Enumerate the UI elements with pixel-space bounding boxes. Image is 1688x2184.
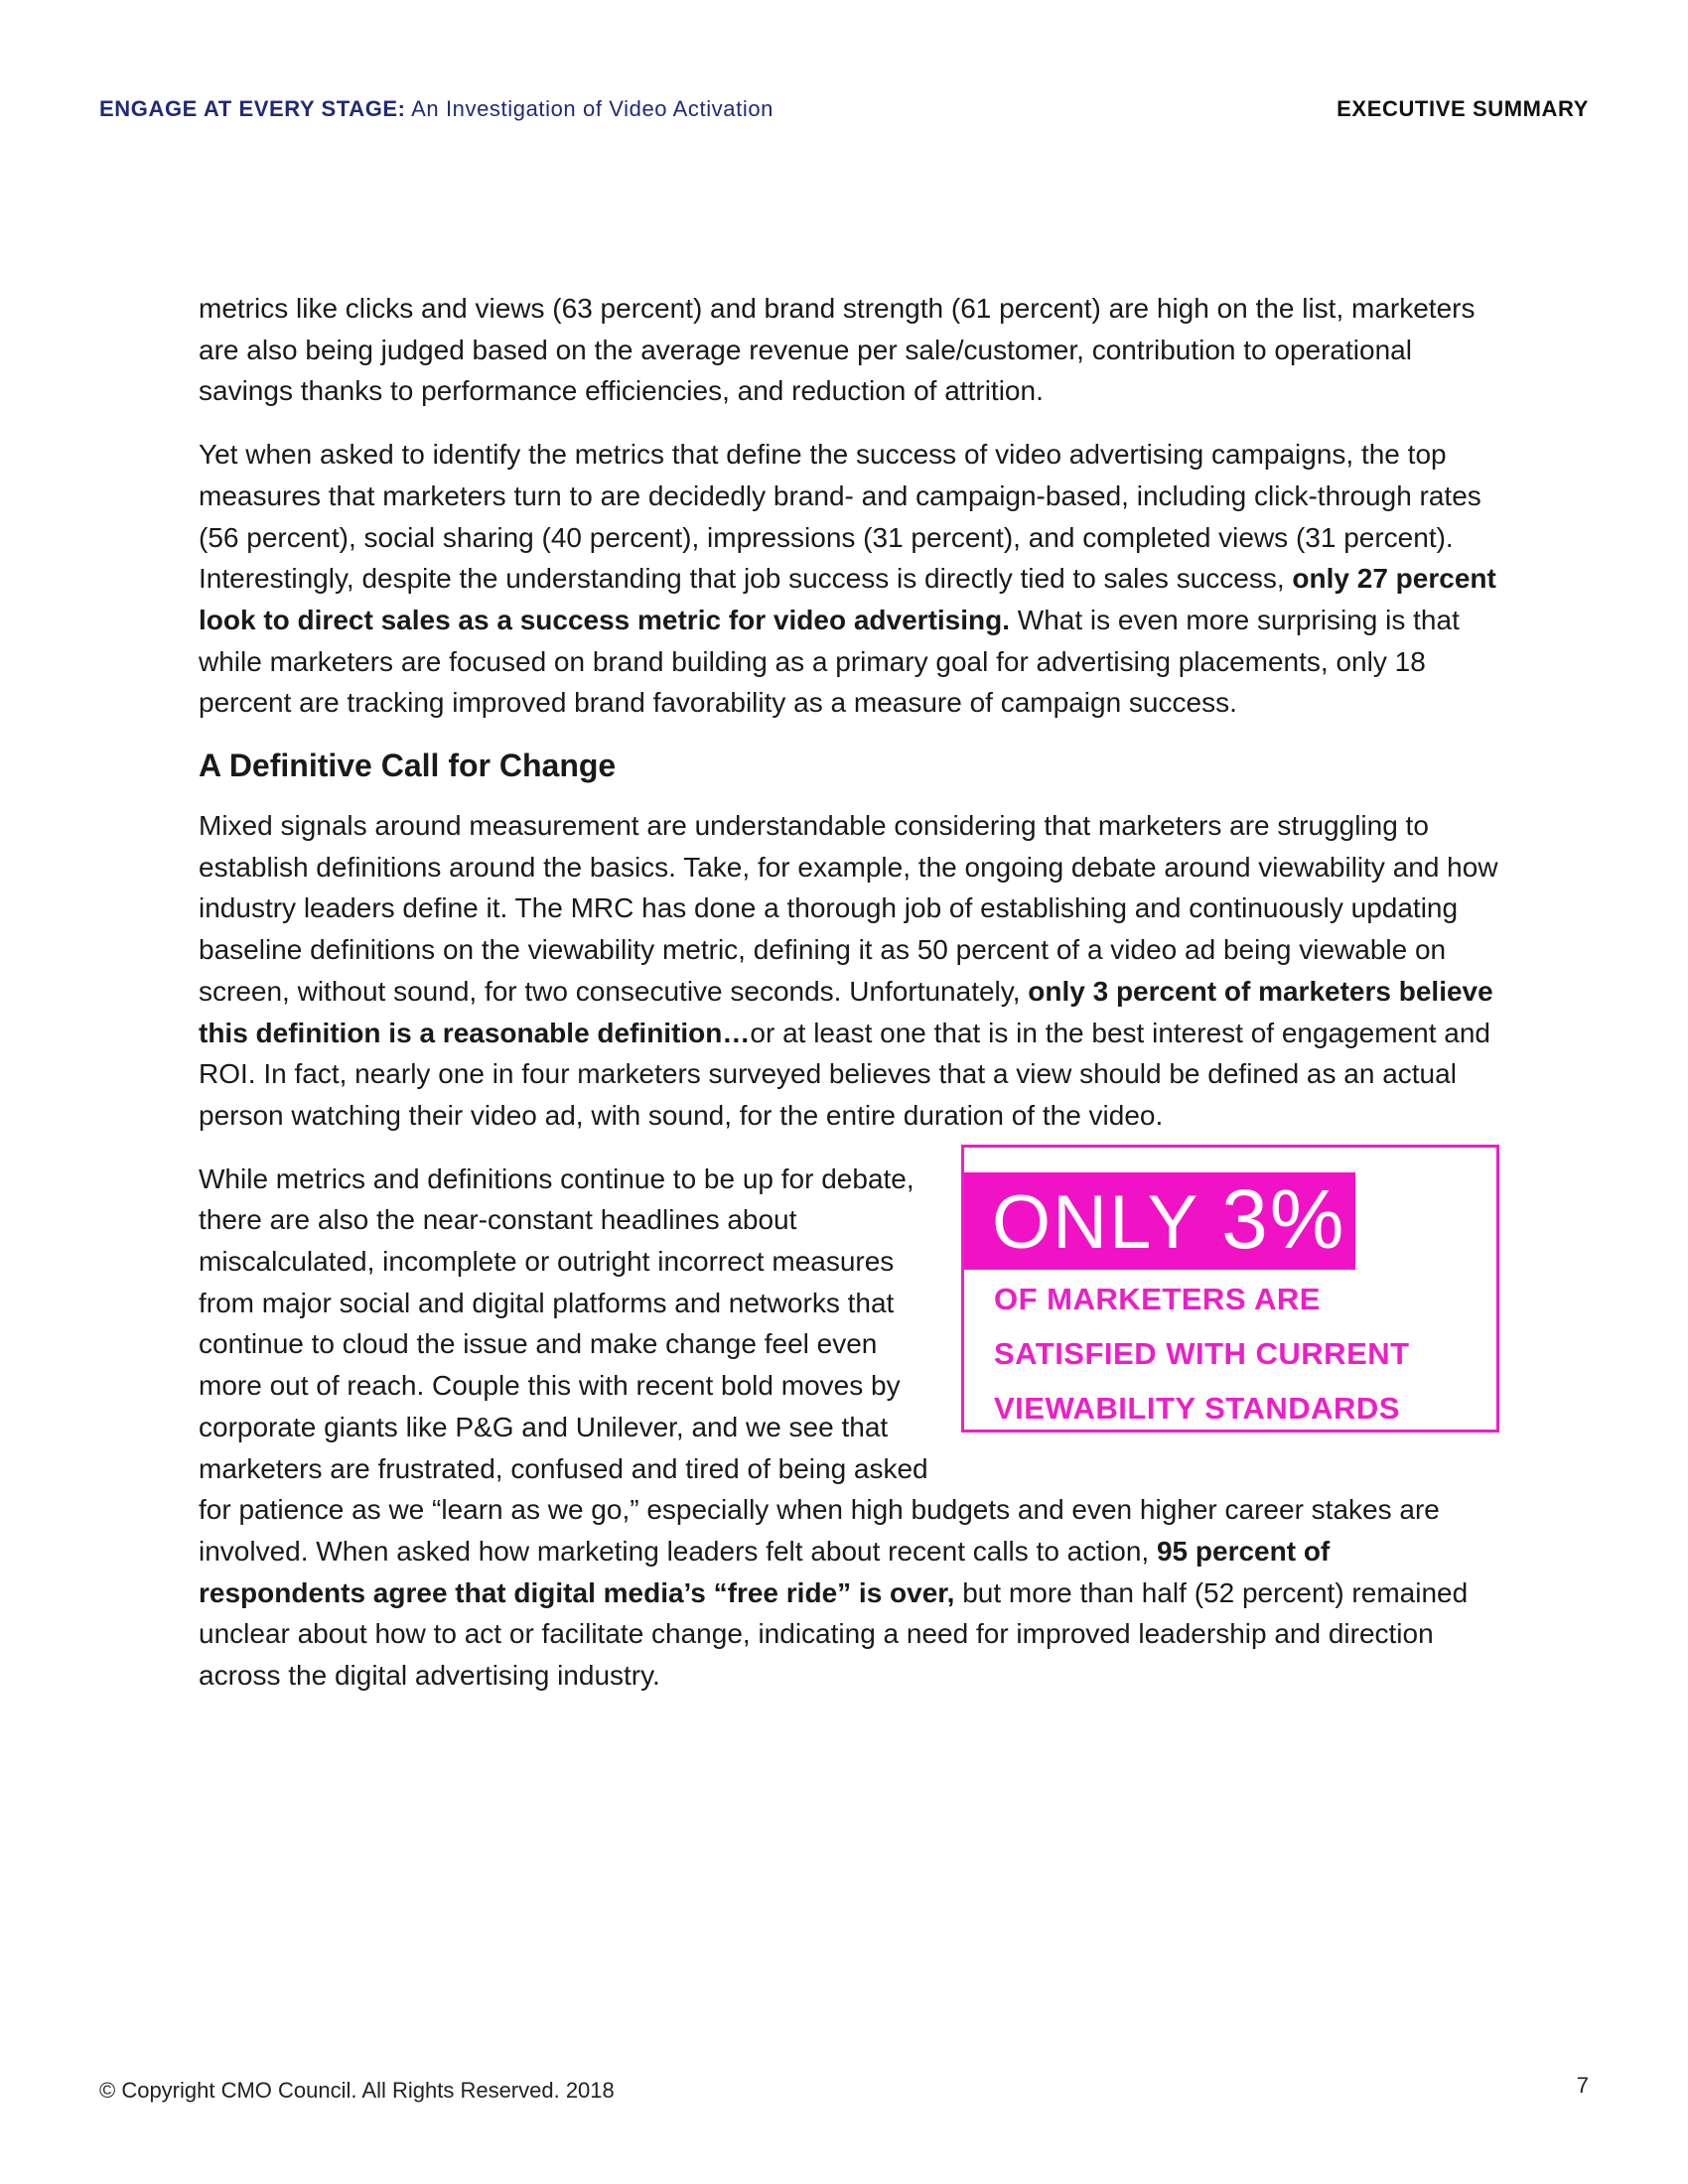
callout-line: VIEWABILITY STANDARDS	[994, 1390, 1400, 1426]
paragraph-video-success	[199, 434, 1499, 724]
paragraph-metrics: metrics like clicks and views (63 percent) and brand strength (61 percent) are high on the list, marketers are also being judged based on the average revenue per sale/customer, contribution to operational savings thanks to performance efficiencies, and reduction of attrition.	[199, 293, 1476, 407]
copyright-notice: © Copyright CMO Council. All Rights Reserved. 2018	[99, 2078, 615, 2103]
bold-highlight: only 27 percent look to direct sales as a success metric for video advertising.	[199, 563, 1496, 635]
report-title	[99, 96, 774, 122]
paragraph-text: or at least one that is in the best interest of engagement and ROI. In fact, nearly one in four marketers surveyed believes that a view should be defined as an actual person watching their video ad, with sound, for the entire duration of the video.	[199, 1017, 1491, 1131]
page-number: 7	[1576, 2073, 1589, 2098]
stat-callout	[961, 1145, 1499, 1433]
main-content	[199, 288, 1499, 1718]
paragraph-viewability	[199, 805, 1499, 1137]
callout-line: OF MARKETERS ARE	[994, 1281, 1321, 1316]
report-title-strong: ENGAGE AT EVERY STAGE:	[99, 96, 406, 121]
report-title-subtitle: An Investigation of Video Activation	[411, 96, 774, 121]
callout-line: SATISFIED WITH CURRENT	[994, 1335, 1410, 1371]
paragraph-text: Mixed signals around measurement are understandable considering that marketers are struggling to establish definitions around the basics. Take, for example, the ongoing debate around viewability and how industry leaders define it. The MRC has done a thorough job of establishing and continuously updating baseline definitions on the viewability metric, defining it as 50 percent of a video ad being viewable on screen, without sound, for two consecutive seconds. Unfortunately,	[199, 810, 1498, 1007]
paragraph-text: What is even more surprising is that while marketers are focused on brand building as a primary goal for advertising placements, only 18 percent are tracking improved brand favorability as a measure of campaign success.	[199, 604, 1460, 719]
callout-only: ONLY	[992, 1179, 1198, 1265]
bold-highlight: only 3 percent of marketers believe this definition is a reasonable definition…	[199, 975, 1493, 1048]
callout-percent: 3%	[1221, 1171, 1346, 1266]
page-header	[99, 96, 1589, 126]
section-heading: A Definitive Call for Change	[199, 748, 617, 784]
section-label: EXECUTIVE SUMMARY	[1336, 96, 1589, 121]
paragraph-text: but more than half (52 percent) remained unclear about how to act or facilitate change, indicating a need for improved leadership and direction across the digital advertising industry.	[199, 1576, 1469, 1692]
bold-highlight: 95 percent of respondents agree that digital media’s “free ride” is over,	[199, 1535, 1331, 1608]
callout-stat-banner	[964, 1172, 1355, 1270]
paragraph-text: Yet when asked to identify the metrics that define the success of video advertising campaigns, the top measures that marketers turn to are decidedly brand- and campaign-based, including click-through rates (56 percent), social sharing (40 percent), impressions (31 percent), and completed views (31 percent). Interestingly, despite the understanding that job success is directly tied to sales success,	[199, 439, 1481, 595]
callout-caption	[994, 1272, 1486, 1435]
paragraph-text: While metrics and definitions continue to be up for debate, there are also the near-constant headlines about miscalculated, incomplete or outright incorrect measures from major social and digital platforms and networks that continue to cloud the issue and make change feel even more out of reach. Couple this with recent bold moves by corporate giants like P&G and Unilever, and we see that marketers are frustrated, confused and tired of being asked for patience as we “learn as we go,” especially when high budgets and even higher career stakes are involved. When asked how marketing leaders felt about recent calls to action,	[199, 1162, 1440, 1567]
